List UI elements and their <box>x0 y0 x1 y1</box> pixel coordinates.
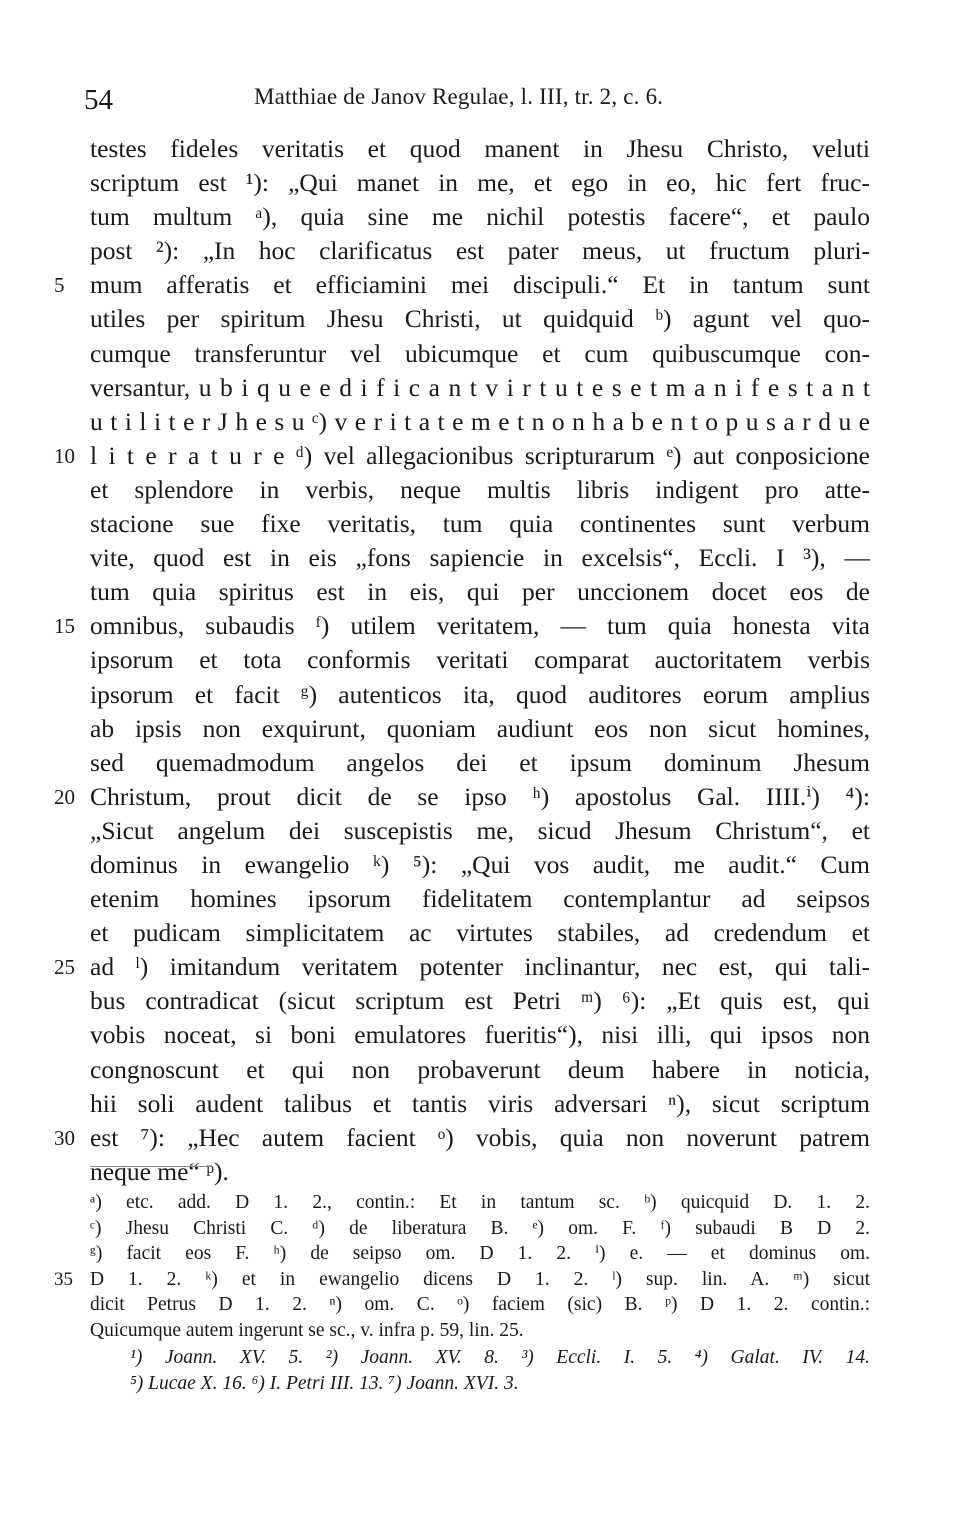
source-line <box>90 1345 870 1371</box>
source-line-text: ¹) Joann. XV. 5. ²) Joann. XV. 8. ³) Eccli. I. 5. ⁴) Galat. IV. 14. <box>130 1347 870 1368</box>
text-line-text: u t i l i t e r J h e s u ᶜ) v e r i t a t e m e t n o n h a b e n t o p u s a r d u e <box>90 406 870 436</box>
text-line-text: testes fideles veritatis et quod manent in Jhesu Christo, veluti <box>90 134 870 163</box>
footnote-line <box>90 1216 870 1242</box>
text-line-text: „Sicut angelum dei suscepistis me, sicud Jhesum Christum“, et <box>90 815 870 845</box>
text-line <box>90 984 870 1018</box>
footnote-line-text: ᵃ) etc. add. D 1. 2., contin.: Et in tantum sc. ᵇ) quicquid D. 1. 2. <box>90 1192 870 1213</box>
text-line <box>54 609 870 643</box>
text-line-text: omnibus, subaudis ᶠ) utilem veritatem, — tum quia honesta vita <box>90 611 870 641</box>
text-line-text: dominus in ewangelio ᵏ) ⁵): „Qui vos audit, me audit.“ Cum <box>90 849 870 879</box>
text-line-text: post ²): „In hoc clarificatus est pater meus, ut fructum pluri- <box>90 236 870 266</box>
body-text <box>54 132 870 1189</box>
footnote-line-text: D 1. 2. ᵏ) et in ewangelio dicens D 1. 2. ˡ) sup. lin. A. ᵐ) sicut <box>90 1268 870 1290</box>
text-line <box>90 678 870 712</box>
text-line-text: utiles per spiritum Jhesu Christi, ut quidquid ᵇ) agunt vel quo- <box>90 304 870 334</box>
text-line <box>90 712 870 746</box>
line-number: 10 <box>54 443 75 468</box>
text-line-text: l i t e r a t u r e ᵈ) vel allegacionibus scripturarum ᵉ) aut conposicione <box>90 440 870 470</box>
footnote-line <box>90 1241 870 1267</box>
text-line <box>90 302 870 336</box>
text-line-text: bus contradicat (sicut scriptum est Petri ᵐ) ⁶): „Et quis est, qui <box>90 986 870 1016</box>
text-line <box>90 166 870 200</box>
source-references <box>90 1345 870 1397</box>
footnote-line <box>90 1318 870 1344</box>
text-line <box>90 746 870 780</box>
text-line <box>90 643 870 677</box>
text-line <box>54 780 870 814</box>
text-line-text: et splendore in verbis, neque multis libris indigent pro atte- <box>90 474 870 504</box>
source-line-text: ⁵) Lucae X. 16. ⁶) I. Petri III. 13. ⁷) Joann. XVI. 3. <box>130 1373 519 1394</box>
text-line-text: sed quemadmodum angelos dei et ipsum dominum Jhesum <box>90 747 870 777</box>
footnote-line-text: Quicumque autem ingerunt se sc., v. infra p. 59, lin. 25. <box>90 1319 524 1341</box>
text-line <box>90 1018 870 1052</box>
line-number: 5 <box>54 273 65 298</box>
text-line <box>90 575 870 609</box>
text-line <box>90 848 870 882</box>
page-header <box>84 80 884 120</box>
text-line <box>90 507 870 541</box>
line-number: 35 <box>54 1268 73 1290</box>
text-line-text: vobis noceat, si boni emulatores fueritis“), nisi illi, qui ipsos non <box>90 1020 870 1050</box>
line-number: 30 <box>54 1125 75 1150</box>
source-line <box>90 1371 870 1397</box>
footnote-line <box>90 1190 870 1216</box>
text-line <box>90 916 870 950</box>
text-line <box>90 200 870 234</box>
text-line <box>90 882 870 916</box>
text-line-text: ipsorum et tota conformis veritati comparat auctoritatem verbis <box>90 645 870 675</box>
footnote-line-text: dicit Petrus D 1. 2. ⁿ) om. C. ᵒ) faciem (sic) B. ᵖ) D 1. 2. contin.: <box>90 1294 870 1315</box>
footnote-line <box>54 1267 870 1293</box>
text-line-text: stacione sue fixe veritatis, tum quia continentes sunt verbum <box>90 509 870 539</box>
text-line-text: est ⁷): „Hec autem facient ᵒ) vobis, quia non noverunt patrem <box>90 1122 870 1152</box>
text-line-text: ab ipsis non exquirunt, quoniam audiunt eos non sicut homines, <box>90 713 870 743</box>
text-line <box>90 405 870 439</box>
text-line <box>90 132 870 166</box>
text-line <box>90 234 870 268</box>
text-line <box>90 473 870 507</box>
line-number: 20 <box>54 784 75 809</box>
text-line <box>90 1155 870 1189</box>
text-line <box>90 814 870 848</box>
line-number: 15 <box>54 614 75 639</box>
text-line-text: vite, quod est in eis „fons sapiencie in excelsis“, Eccli. I ³), — <box>90 543 870 573</box>
text-line-text: tum multum ᵃ), quia sine me nichil potestis facere“, et paulo <box>90 202 870 232</box>
text-line-text: hii soli audent talibus et tantis viris adversari ⁿ), sicut scriptum <box>90 1088 870 1118</box>
running-title: Matthiae de Janov Regulae, l. III, tr. 2, c. 6. <box>254 84 664 109</box>
page-number: 54 <box>84 84 113 116</box>
text-line <box>90 1087 870 1121</box>
text-line-text: etenim homines ipsorum fidelitatem contemplantur ad seipsos <box>90 884 870 914</box>
text-line <box>90 1053 870 1087</box>
text-line <box>54 268 870 302</box>
footnote-line-text: ᶜ) Jhesu Christi C. ᵈ) de liberatura B. ᵉ) om. F. ᶠ) subaudi B D 2. <box>90 1217 870 1239</box>
footnote-separator <box>90 1166 210 1167</box>
text-line-text: ipsorum et facit ᵍ) autenticos ita, quod auditores eorum amplius <box>90 679 870 709</box>
text-line <box>54 950 870 984</box>
text-line <box>90 371 870 405</box>
text-line-text: cumque transferuntur vel ubicumque et cum quibuscumque con- <box>90 338 870 368</box>
text-line-text: ad ˡ) imitandum veritatem potenter inclinantur, nec est, qui tali- <box>90 952 870 982</box>
footnote-line <box>90 1292 870 1318</box>
text-line-text: mum afferatis et efficiamini mei discipuli.“ Et in tantum sunt <box>90 270 870 300</box>
text-line-text: scriptum est ¹): „Qui manet in me, et ego in eo, hic fert fruc- <box>90 168 870 198</box>
text-line-text: congnoscunt et qui non probaverunt deum habere in noticia, <box>90 1054 870 1084</box>
text-line-text: Christum, prout dicit de se ipso ʰ) apostolus Gal. IIII.ⁱ) ⁴): <box>90 781 870 811</box>
text-line-text: et pudicam simplicitatem ac virtutes stabiles, ad credendum et <box>90 918 870 948</box>
footnote-line-text: ᵍ) facit eos F. ʰ) de seipso om. D 1. 2. ⁱ) e. — et dominus om. <box>90 1243 870 1264</box>
line-number: 25 <box>54 955 75 980</box>
text-line <box>90 541 870 575</box>
text-line <box>90 337 870 371</box>
text-line-text: versantur, u b i q u e e d i f i c a n t v i r t u t e s e t m a n i f e s t a n t <box>90 372 870 402</box>
text-line <box>54 1121 870 1155</box>
critical-apparatus <box>54 1190 870 1343</box>
text-line <box>54 439 870 473</box>
text-line-text: tum quia spiritus est in eis, qui per unccionem docet eos de <box>90 577 870 607</box>
text-line-text: neque me“ ᵖ). <box>90 1156 229 1186</box>
